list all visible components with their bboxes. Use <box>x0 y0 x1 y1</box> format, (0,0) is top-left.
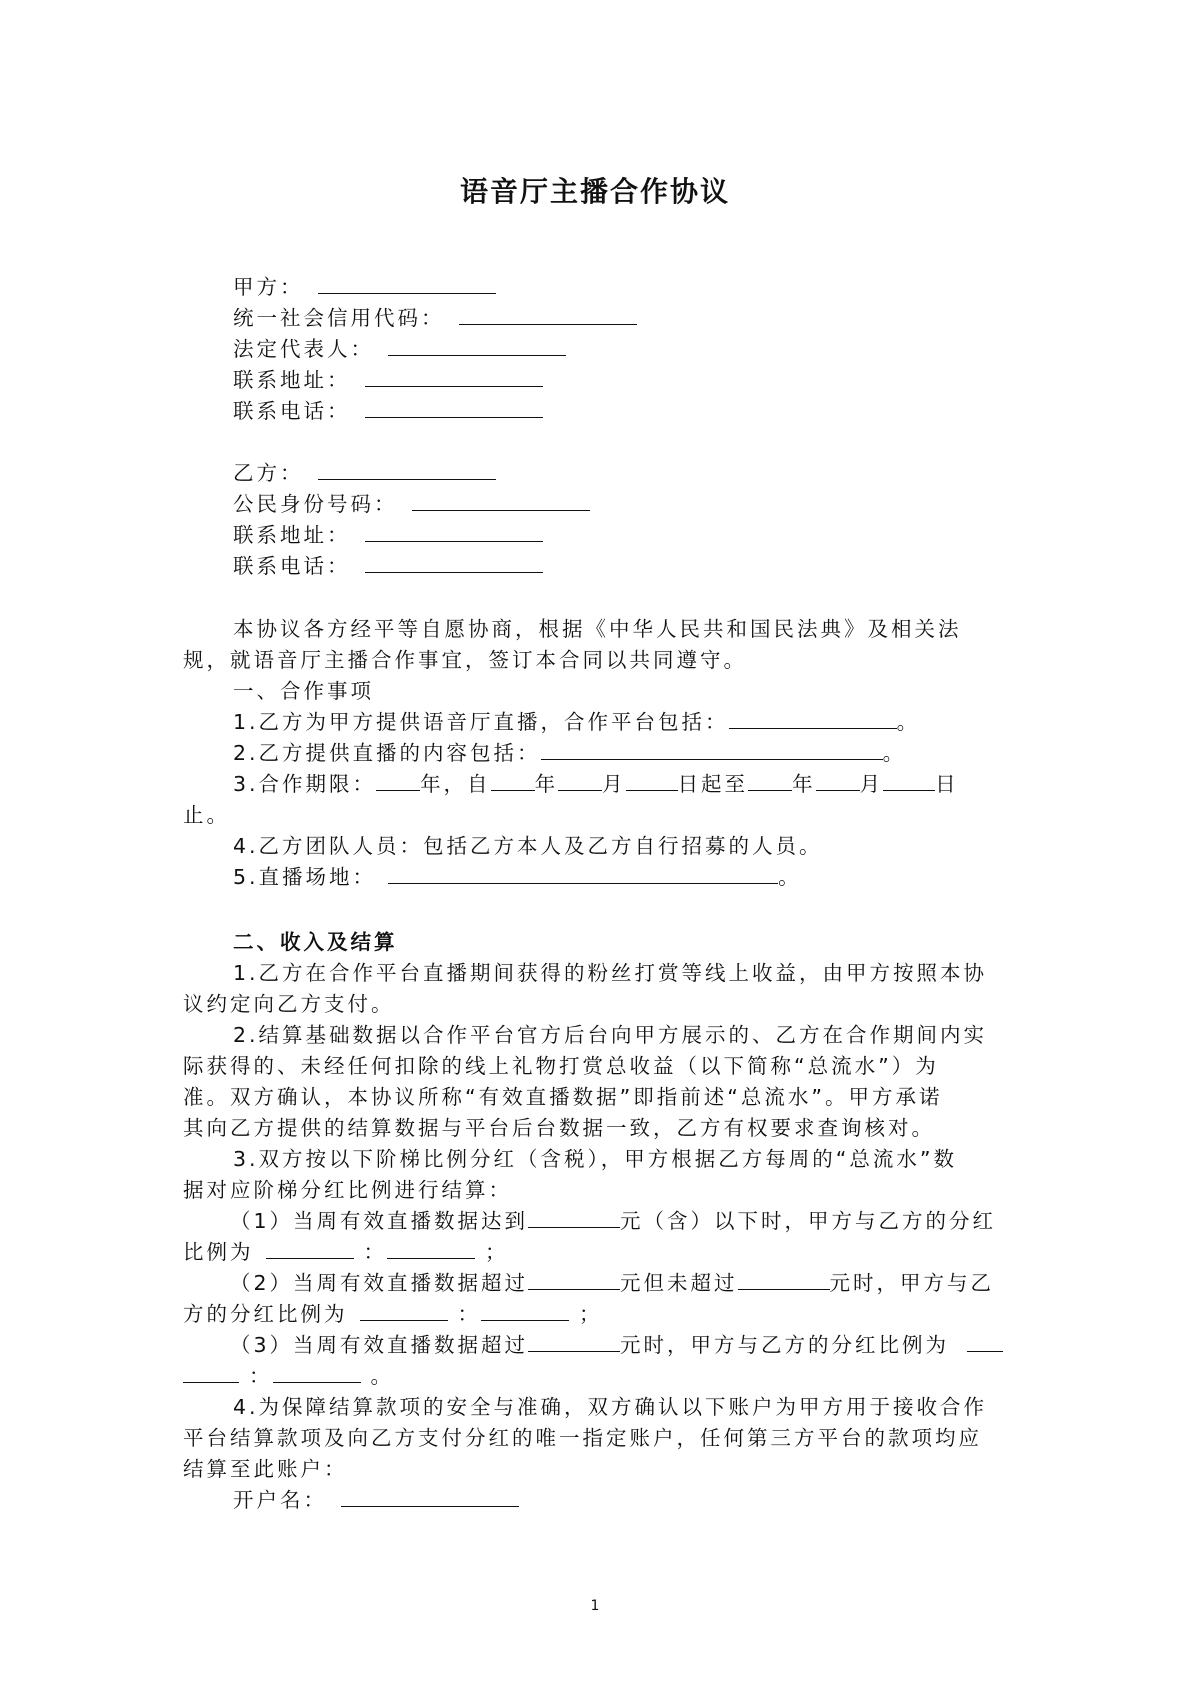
party-a-phone-line <box>233 396 1013 427</box>
venue-blank[interactable] <box>388 863 778 884</box>
section-1-heading: 一、合作事项 <box>233 679 374 703</box>
party-b-address-blank[interactable] <box>365 521 543 542</box>
party-a-address-blank[interactable] <box>365 366 543 387</box>
s2-p4-line-1: 4.为保障结算款项的安全与准确，双方确认以下账户为甲方用于接收合作 <box>233 1395 988 1419</box>
item-3-line <box>233 769 1013 800</box>
tier-2-text-a: （2）当周有效直播数据超过 <box>230 1271 529 1295</box>
s2-p2-line-2: 际获得的、未经任何扣除的线上礼物打赏总收益（以下简称“总流水”）为 <box>183 1054 939 1078</box>
tier-3-amount-blank[interactable] <box>528 1331 620 1352</box>
tier-2-text-d: 方的分红比例为 <box>183 1302 348 1326</box>
s2-p1-line-1: 1.乙方在合作平台直播期间获得的粉丝打赏等线上收益，由甲方按照本协 <box>233 961 988 985</box>
item-3-year2: 年 <box>534 772 559 796</box>
tier-3-text-b: 元时，甲方与乙方的分红比例为 <box>620 1333 950 1357</box>
party-b-blank[interactable] <box>318 459 496 480</box>
start-day-blank[interactable] <box>626 770 678 791</box>
party-b-phone-label: 联系电话： <box>233 554 351 578</box>
legal-rep-line <box>233 334 1013 365</box>
item-5-line <box>233 862 1013 893</box>
item-2-end: 。 <box>882 741 907 765</box>
item-3-day1: 日起至 <box>677 772 749 796</box>
document-title: 语音厅主播合作协议 <box>459 175 730 208</box>
party-b-phone-line <box>233 551 1013 582</box>
item-3-year3: 年 <box>792 772 816 796</box>
party-a-address-line <box>233 365 1013 396</box>
preamble-line-2: 规，就语音厅主播合作事宜，签订本合同以共同遵守。 <box>183 648 747 672</box>
legal-rep-blank[interactable] <box>388 335 566 356</box>
platform-blank[interactable] <box>729 708 897 729</box>
party-b-address-line <box>233 520 1013 551</box>
tier-2-ratio-a-blank[interactable] <box>360 1300 448 1321</box>
tier-1-text-b: 元（含）以下时，甲方与乙方的分红 <box>620 1209 997 1233</box>
content-blank[interactable] <box>541 739 883 760</box>
account-name-label: 开户名： <box>233 1488 327 1512</box>
item-1-text: 1.乙方为甲方提供语音厅直播，合作平台包括： <box>233 710 729 734</box>
s2-p1-line-2: 议约定向乙方支付。 <box>183 992 395 1016</box>
tier-3-ratio-a-cont-blank[interactable] <box>183 1362 239 1383</box>
party-a-line <box>233 272 1013 303</box>
account-name-blank[interactable] <box>341 1486 519 1507</box>
tier-2-text-c: 元时，甲方与乙 <box>829 1271 995 1295</box>
credit-code-blank[interactable] <box>459 304 637 325</box>
item-2-line <box>233 738 1013 769</box>
tier-3-text-a: （3）当周有效直播数据超过 <box>230 1333 529 1357</box>
tier-1-text-a: （1）当周有效直播数据达到 <box>230 1209 529 1233</box>
s2-p4-line-2: 平台结算款项及向乙方支付分红的唯一指定账户，任何第三方平台的款项均应 <box>183 1426 982 1450</box>
end-year-blank[interactable] <box>748 770 792 791</box>
tier-3-line-1 <box>230 1330 1013 1361</box>
party-a-phone-label: 联系电话： <box>233 399 351 423</box>
item-3-prefix: 3.合作期限： <box>233 772 377 796</box>
item-3-month2: 月 <box>859 772 884 796</box>
id-number-line <box>233 489 1013 520</box>
id-number-label: 公民身份号码： <box>233 492 398 516</box>
party-a-phone-blank[interactable] <box>365 397 543 418</box>
item-5-end: 。 <box>778 865 802 889</box>
preamble-line-1: 本协议各方经平等自愿协商，根据《中华人民共和国民法典》及相关法 <box>233 617 962 641</box>
s2-p2-line-4: 其向乙方提供的结算数据与平台后台数据一致，乙方有权要求查询核对。 <box>183 1116 935 1140</box>
item-2-text: 2.乙方提供直播的内容包括： <box>233 741 541 765</box>
party-b-line <box>233 458 1013 489</box>
end-month-blank[interactable] <box>816 770 860 791</box>
item-1-line <box>233 707 1013 738</box>
s2-p2-line-1: 2.结算基础数据以合作平台官方后台向甲方展示的、乙方在合作期间内实 <box>233 1023 988 1047</box>
tier-1-colon: ： <box>363 1240 387 1264</box>
tier-3-ratio-a-blank[interactable] <box>967 1331 1003 1352</box>
tier-3-ratio-b-blank[interactable] <box>273 1362 361 1383</box>
party-a-address-label: 联系地址： <box>233 368 351 392</box>
tier-1-line-1 <box>230 1206 1013 1237</box>
end-day-blank[interactable] <box>883 770 935 791</box>
tier-2-amount-1-blank[interactable] <box>528 1269 620 1290</box>
party-a-label: 甲方： <box>233 275 304 299</box>
credit-code-line <box>233 303 1013 334</box>
tier-1-text-c: 比例为 <box>183 1240 254 1264</box>
tier-3-end: 。 <box>370 1364 394 1388</box>
account-name-line <box>233 1485 1013 1516</box>
tier-2-amount-2-blank[interactable] <box>738 1269 830 1290</box>
item-5-text: 5.直播场地： <box>233 865 377 889</box>
tier-1-ratio-a-blank[interactable] <box>266 1238 354 1259</box>
tier-3-colon: ： <box>249 1364 273 1388</box>
tier-2-colon: ： <box>457 1302 481 1326</box>
id-number-blank[interactable] <box>412 490 590 511</box>
s2-p2-line-3: 准。双方确认，本协议所称“有效直播数据”即指前述“总流水”。甲方承诺 <box>183 1085 943 1109</box>
item-3-day2: 日 <box>935 772 959 796</box>
s2-p3-line-2: 据对应阶梯分红比例进行结算： <box>183 1178 512 1202</box>
start-year-blank[interactable] <box>491 770 535 791</box>
party-b-label: 乙方： <box>233 461 304 485</box>
tier-2-line-2 <box>183 1299 1013 1330</box>
tier-2-end: ； <box>579 1302 603 1326</box>
legal-rep-label: 法定代表人： <box>233 337 374 361</box>
start-month-blank[interactable] <box>558 770 602 791</box>
tier-3-line-2 <box>183 1361 1013 1392</box>
term-years-blank[interactable] <box>376 770 420 791</box>
party-b-phone-blank[interactable] <box>365 552 543 573</box>
party-b-address-label: 联系地址： <box>233 523 351 547</box>
tier-1-ratio-b-blank[interactable] <box>387 1238 475 1259</box>
tier-2-text-b: 元但未超过 <box>620 1271 738 1295</box>
credit-code-label: 统一社会信用代码： <box>233 306 445 330</box>
item-4-line: 4.乙方团队人员：包括乙方本人及乙方自行招募的人员。 <box>233 834 823 858</box>
item-3-year1: 年，自 <box>420 772 491 796</box>
tier-2-line-1 <box>230 1268 1013 1299</box>
tier-1-amount-blank[interactable] <box>528 1207 620 1228</box>
item-3-tail: 止。 <box>183 803 230 827</box>
section-2-heading: 二、收入及结算 <box>233 930 398 954</box>
item-3-month1: 月 <box>602 772 626 796</box>
s2-p3-line-1: 3.双方按以下阶梯比例分红（含税），甲方根据乙方每周的“总流水”数 <box>233 1147 958 1171</box>
party-a-blank[interactable] <box>318 273 496 294</box>
s2-p4-line-3: 结算至此账户： <box>183 1457 348 1481</box>
tier-1-end: ； <box>485 1240 509 1264</box>
tier-1-line-2 <box>183 1237 1013 1268</box>
item-1-end: 。 <box>896 710 921 734</box>
page-number: 1 <box>590 1598 600 1614</box>
tier-2-ratio-b-blank[interactable] <box>481 1300 569 1321</box>
